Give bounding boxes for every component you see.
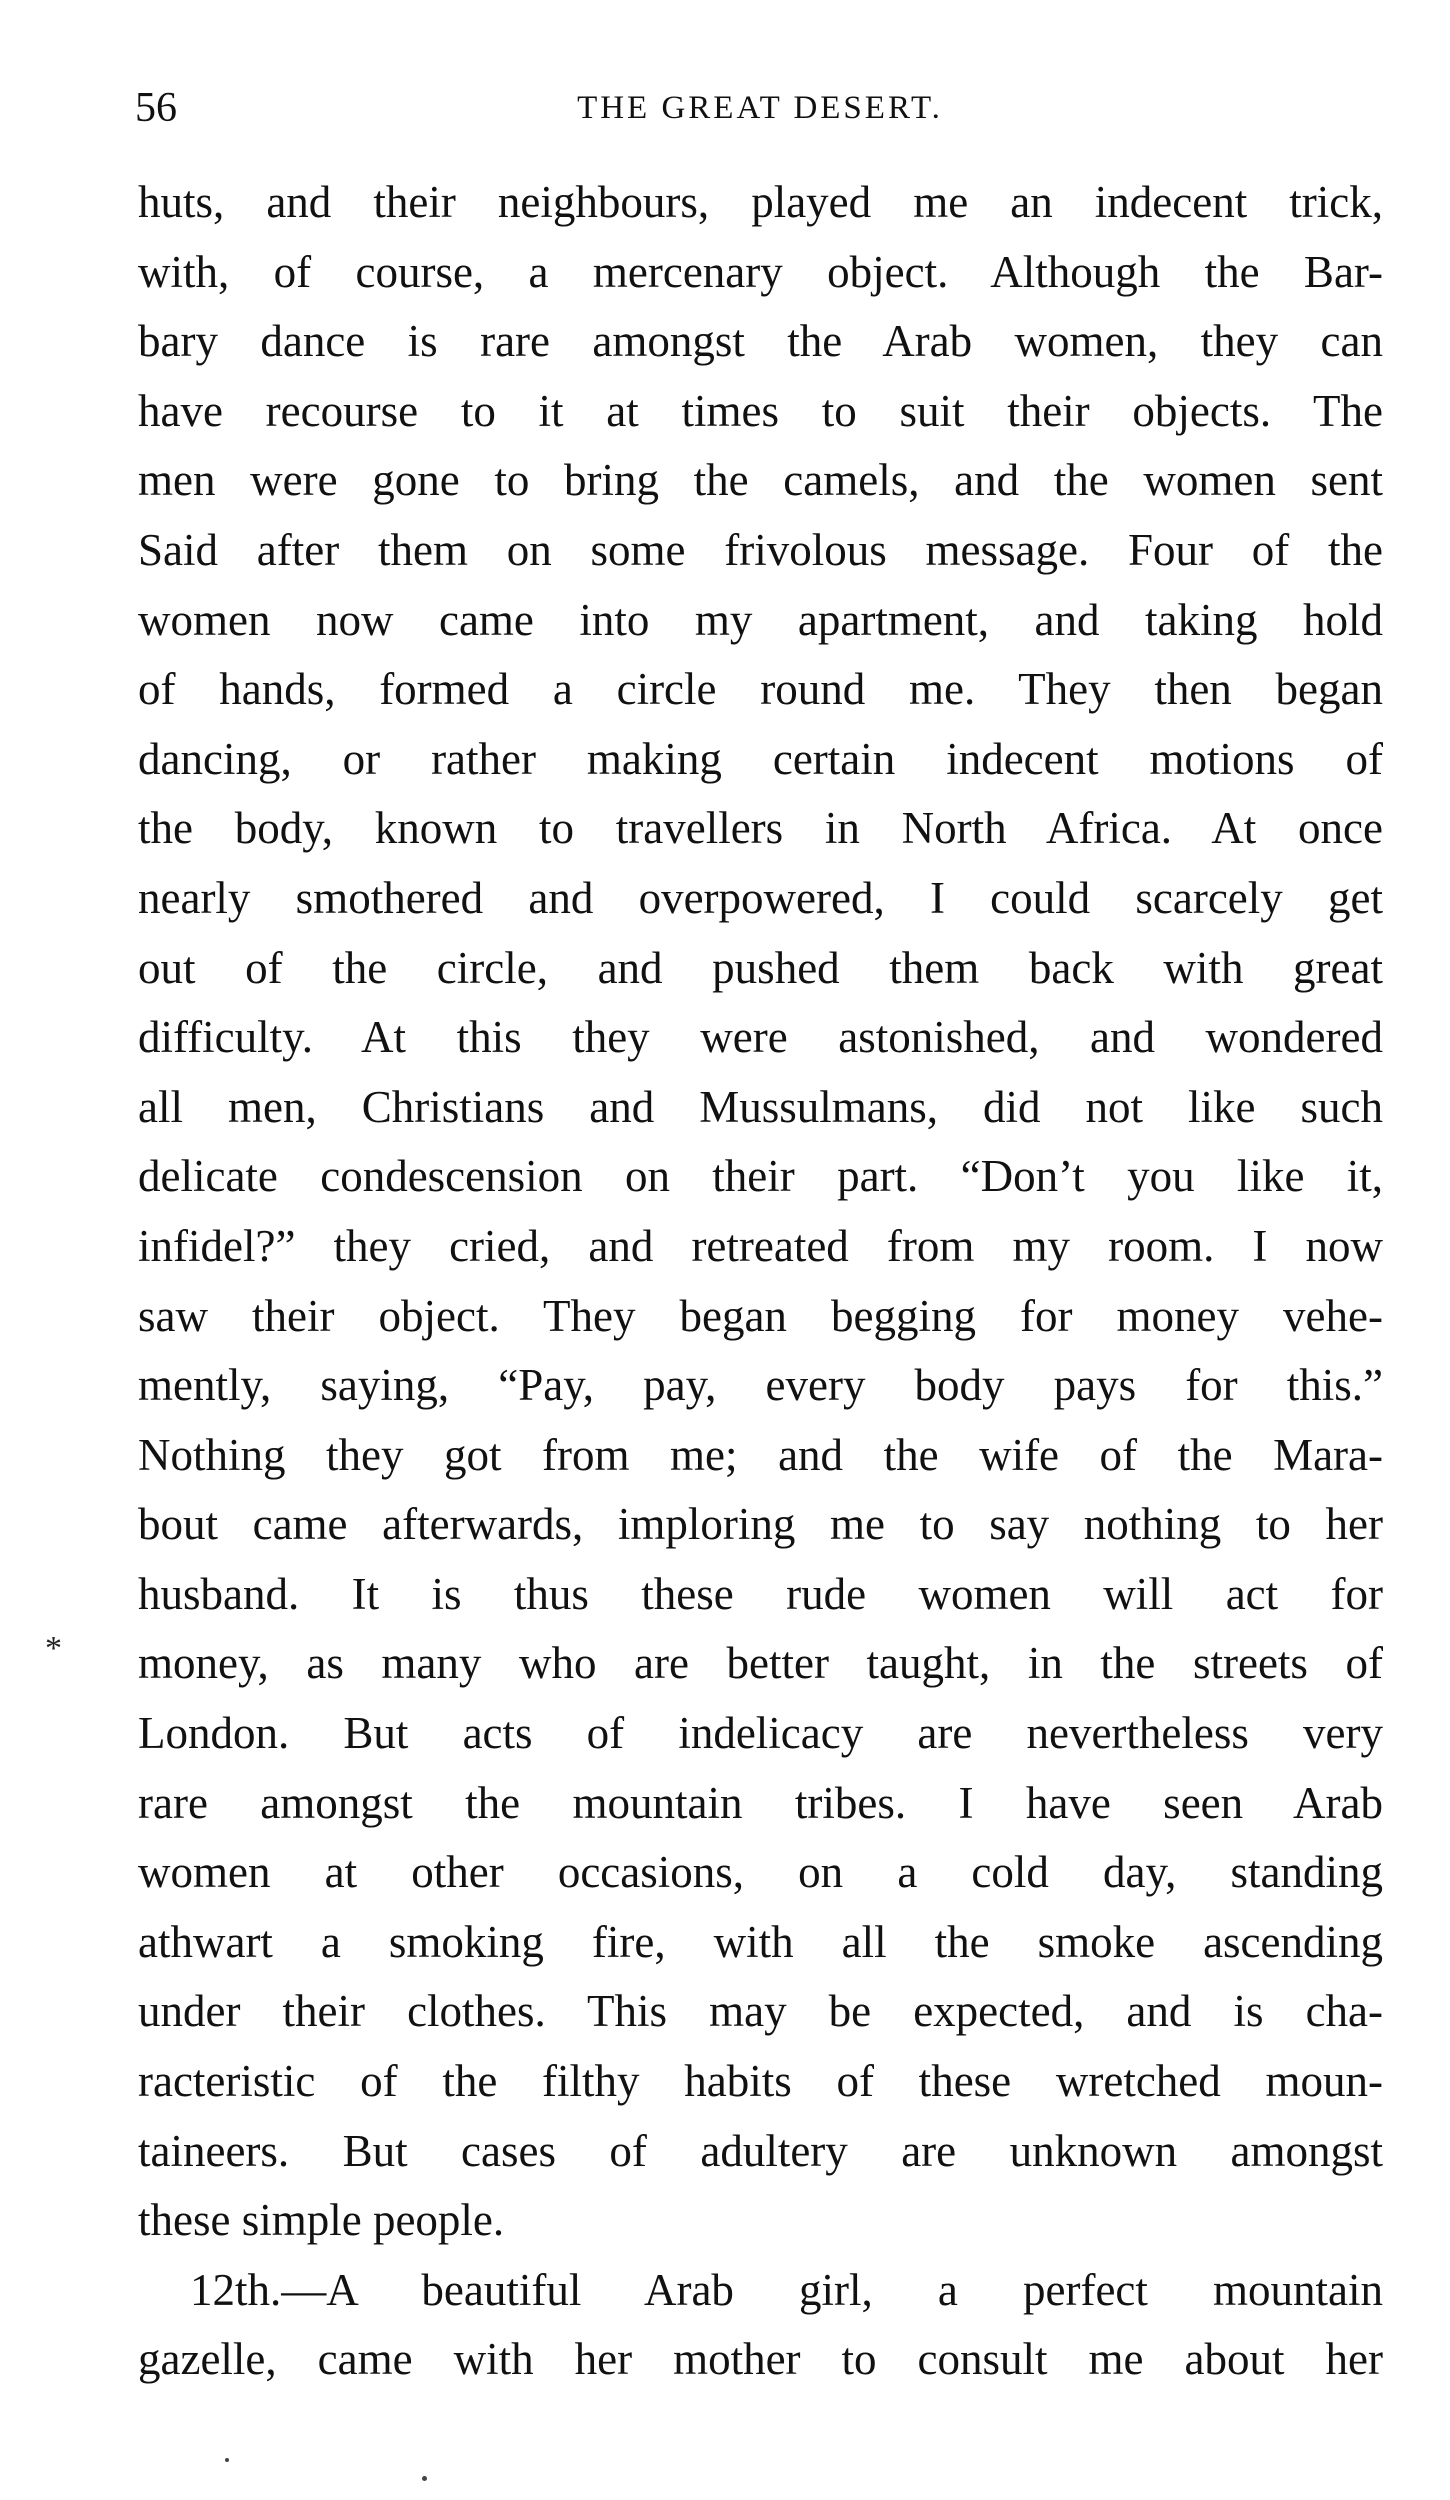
ink-speck [422,2476,427,2481]
text-line: these simple people. [138,2195,505,2246]
ink-speck [225,2458,229,2462]
text-line: bout came afterwards, imploring me to say nothing to her [138,1499,1383,1550]
text-line: athwart a smoking fire, with all the smoke ascending [138,1916,1383,1967]
text-line: delicate condescension on their part. “Don’t you like it, [138,1151,1383,1202]
text-line: with, of course, a mercenary object. Although the Bar- [138,246,1383,297]
text-line: women now came into my apartment, and taking hold [138,594,1383,645]
text-line: Nothing they got from me; and the wife of the Mara- [138,1429,1383,1480]
text-line: money, as many who are better taught, in the streets of [138,1638,1383,1689]
margin-mark: * [45,1630,62,1667]
running-head: THE GREAT DESERT. [577,90,943,126]
text-line: gazelle, came with her mother to consult me about her [138,2334,1383,2385]
text-line: mently, saying, “Pay, pay, every body pays for this.” [138,1360,1383,1411]
text-line: taineers. But cases of adultery are unknown amongst [138,2125,1383,2176]
text-line: infidel?” they cried, and retreated from my room. I now [138,1220,1383,1271]
text-line: have recourse to it at times to suit their objects. The [138,385,1383,436]
text-line: men were gone to bring the camels, and the women sent [138,455,1383,506]
text-line: nearly smothered and overpowered, I could scarcely get [138,872,1383,923]
text-line: 12th.—A beautiful Arab girl, a perfect mountain [190,2264,1383,2315]
body-text [138,168,1383,2395]
text-line: of hands, formed a circle round me. They then began [138,664,1383,715]
text-line: London. But acts of indelicacy are nevertheless very [138,1708,1383,1759]
text-line: Said after them on some frivolous message. Four of the [138,524,1383,575]
text-line: saw their object. They began begging for money vehe- [138,1290,1383,1341]
text-line: women at other occasions, on a cold day, standing [138,1847,1383,1898]
text-line: husband. It is thus these rude women will act for [138,1568,1383,1619]
text-line: the body, known to travellers in North Africa. At once [138,803,1383,854]
text-line: under their clothes. This may be expected, and is cha- [138,1986,1383,2037]
text-line: bary dance is rare amongst the Arab women, they can [138,316,1383,367]
page-number: 56 [135,85,177,131]
page-header [135,78,1385,138]
text-line: rare amongst the mountain tribes. I have seen Arab [138,1777,1383,1828]
text-line: huts, and their neighbours, played me an indecent trick, [138,177,1383,227]
text-line: out of the circle, and pushed them back with great [138,942,1383,993]
text-line: all men, Christians and Mussulmans, did not like such [138,1081,1383,1132]
text-line: difficulty. At this they were astonished, and wondered [138,1012,1383,1063]
text-line: dancing, or rather making certain indecent motions of [138,733,1383,784]
text-line: racteristic of the filthy habits of these wretched moun- [138,2056,1383,2107]
